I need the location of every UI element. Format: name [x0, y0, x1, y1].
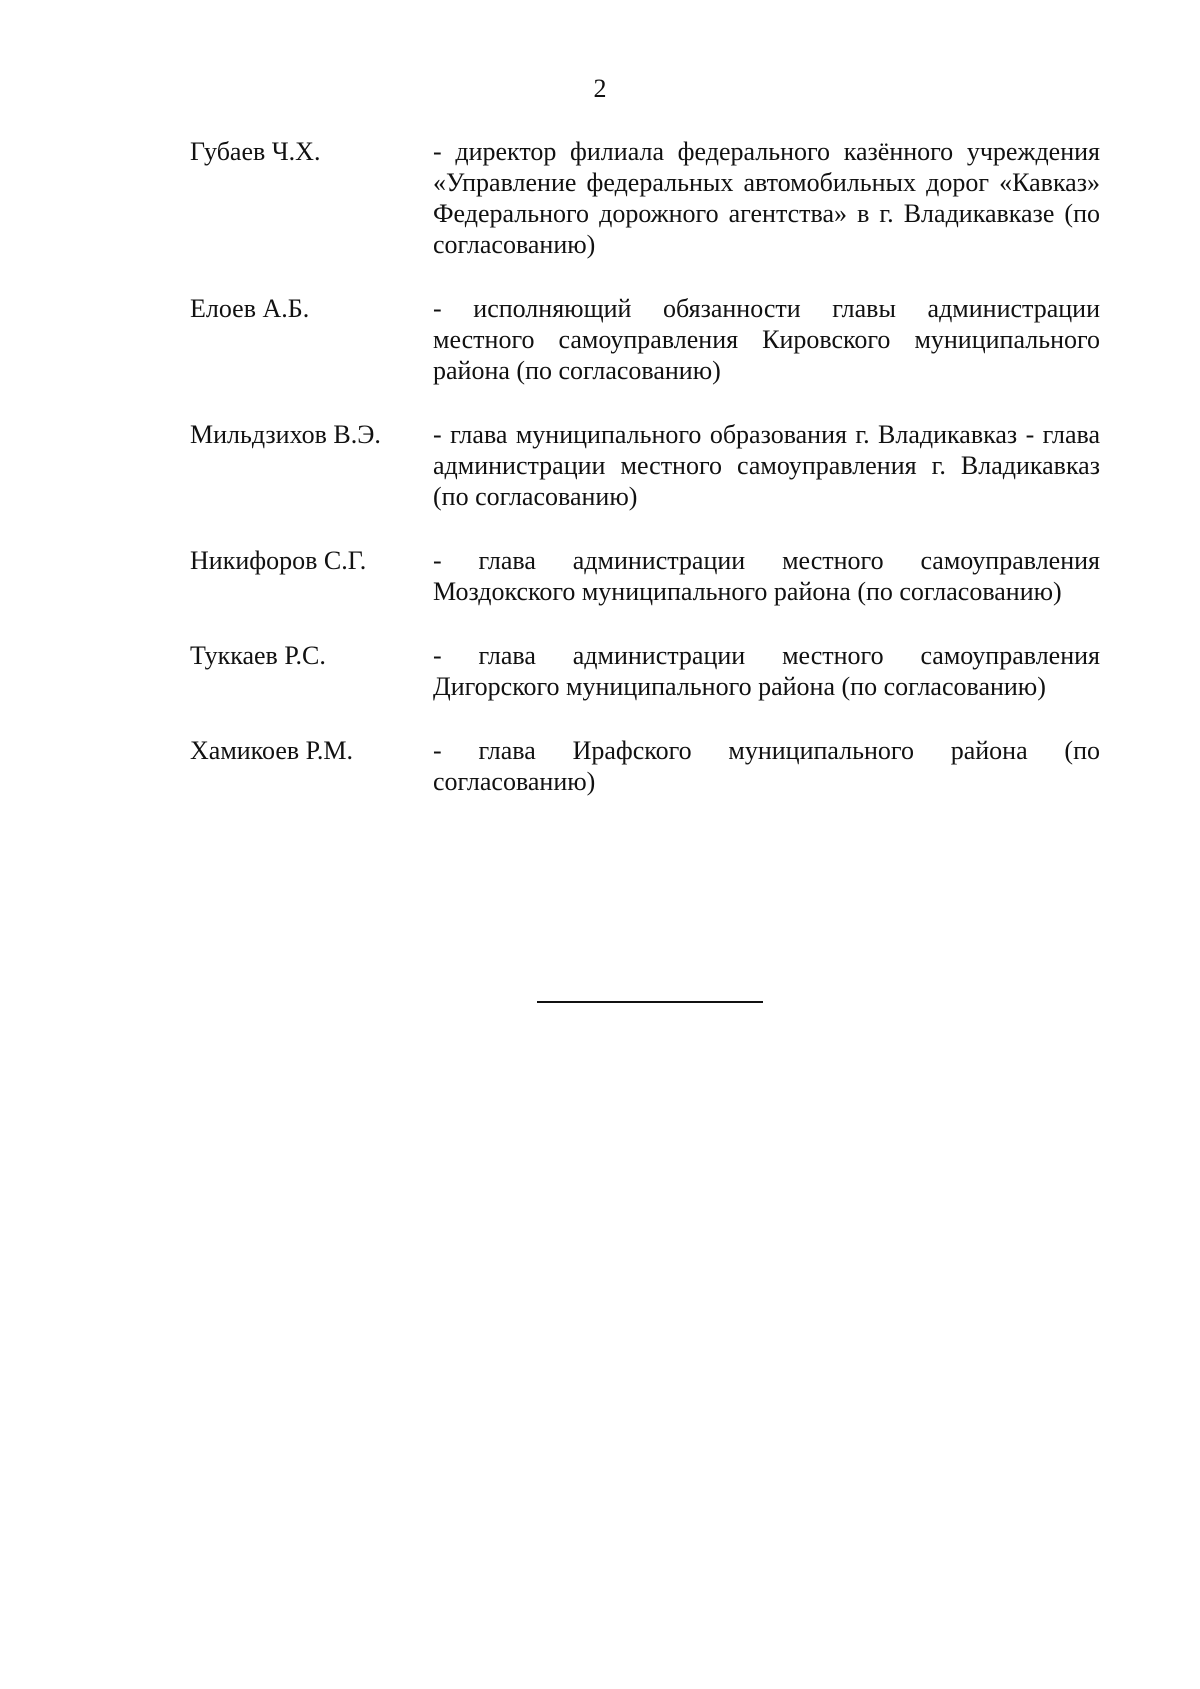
page-number: 2 — [593, 74, 607, 103]
list-item — [190, 640, 1100, 702]
members-list — [190, 136, 1100, 830]
member-position: - глава администрации местного самоуправления Моздокского муниципального района (по согласованию) — [433, 546, 1100, 606]
list-item — [190, 419, 1100, 512]
list-item — [190, 735, 1100, 797]
member-name: Губаев Ч.Х. — [190, 137, 321, 166]
member-position: - директор филиала федерального казённого учреждения «Управление федеральных автомобильных дорог «Кавказ» Федерального дорожного агентства» в г. Владикавказе (по согласованию) — [433, 137, 1100, 259]
member-position: - глава муниципального образования г. Владикавказ - глава администрации местного самоуправления г. Владикавказ (по согласованию) — [433, 420, 1100, 511]
member-name: Елоев А.Б. — [190, 294, 310, 323]
member-name: Мильдзихов В.Э. — [190, 420, 381, 449]
member-position: - глава Ирафского муниципального района (по согласованию) — [433, 736, 1100, 796]
member-name: Туккаев Р.С. — [190, 641, 326, 670]
list-item — [190, 293, 1100, 386]
member-position: - глава администрации местного самоуправления Дигорского муниципального района (по согласованию) — [433, 641, 1100, 701]
member-name: Никифоров С.Г. — [190, 546, 367, 575]
list-item — [190, 545, 1100, 607]
member-position: - исполняющий обязанности главы администрации местного самоуправления Кировского муниципального района (по согласованию) — [433, 294, 1100, 385]
member-name: Хамикоев Р.М. — [190, 736, 353, 765]
end-of-list-divider — [537, 1001, 763, 1003]
list-item — [190, 136, 1100, 260]
